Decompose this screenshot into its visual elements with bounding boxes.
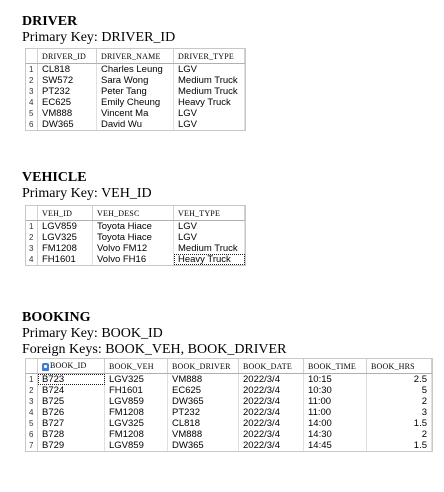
booking-section: [22, 310, 286, 358]
table-cell[interactable]: LGV: [174, 64, 245, 76]
table-cell[interactable]: LGV: [174, 221, 245, 233]
table-cell[interactable]: SW572: [38, 75, 97, 86]
row-number: 6: [26, 429, 38, 440]
booking-foreign-keys: Foreign Keys: BOOK_VEH, BOOK_DRIVER: [22, 342, 287, 357]
table-row[interactable]: [26, 418, 432, 429]
table-cell[interactable]: Toyota Hiace: [93, 232, 174, 243]
table-cell[interactable]: Volvo FH16: [93, 254, 174, 265]
table-cell[interactable]: FH1601: [105, 385, 168, 396]
row-number: 3: [26, 86, 38, 97]
row-number: 2: [26, 232, 38, 243]
column-header[interactable]: BOOK_DATE: [239, 359, 304, 374]
table-cell[interactable]: 2022/3/4: [239, 407, 304, 418]
table-cell[interactable]: Medium Truck: [174, 243, 245, 254]
column-header[interactable]: DRIVER_NAME: [97, 49, 174, 64]
table-cell[interactable]: Emily Cheung: [97, 97, 174, 108]
driver-title: DRIVER: [22, 14, 78, 29]
table-cell[interactable]: 14:45: [304, 440, 367, 451]
table-cell[interactable]: Toyota Hiace: [93, 221, 174, 233]
table-cell[interactable]: 2022/3/4: [239, 440, 304, 451]
table-cell[interactable]: EC625: [168, 385, 239, 396]
table-row[interactable]: [26, 374, 432, 386]
table-cell[interactable]: 2022/3/4: [239, 429, 304, 440]
driver-primary-key: Primary Key: DRIVER_ID: [22, 30, 176, 45]
table-cell[interactable]: FM1208: [105, 407, 168, 418]
table-cell[interactable]: FH1601: [38, 254, 93, 265]
table-cell[interactable]: LGV325: [38, 232, 93, 243]
booking-title: BOOKING: [22, 310, 91, 325]
column-header[interactable]: DRIVER_ID: [38, 49, 97, 64]
column-header[interactable]: VEH_ID: [38, 206, 93, 221]
table-cell[interactable]: Heavy Truck: [174, 97, 245, 108]
table-cell[interactable]: 11:00: [304, 407, 367, 418]
table-cell[interactable]: 1.5: [367, 440, 432, 451]
vehicle-table: [26, 206, 245, 265]
table-cell[interactable]: Medium Truck: [174, 75, 245, 86]
row-number: 4: [26, 254, 38, 265]
table-cell[interactable]: FM1208: [105, 429, 168, 440]
table-cell[interactable]: VM888: [38, 108, 97, 119]
table-cell[interactable]: Peter Tang: [97, 86, 174, 97]
row-number: 3: [26, 243, 38, 254]
table-cell[interactable]: 2022/3/4: [239, 374, 304, 386]
table-cell[interactable]: 2022/3/4: [239, 418, 304, 429]
table-cell[interactable]: 2.5: [367, 374, 432, 386]
table-cell[interactable]: Vincent Ma: [97, 108, 174, 119]
row-number: 2: [26, 75, 38, 86]
table-cell[interactable]: EC625: [38, 97, 97, 108]
table-cell[interactable]: Sara Wong: [97, 75, 174, 86]
table-cell[interactable]: LGV859: [105, 440, 168, 451]
table-cell[interactable]: VM888: [168, 374, 239, 386]
table-cell[interactable]: David Wu: [97, 119, 174, 130]
table-cell[interactable]: 10:30: [304, 385, 367, 396]
table-row[interactable]: [26, 232, 245, 243]
table-cell[interactable]: FM1208: [38, 243, 93, 254]
selected-cell[interactable]: B723: [38, 374, 105, 386]
table-cell[interactable]: 2: [367, 396, 432, 407]
table-cell[interactable]: LGV: [174, 232, 245, 243]
table-cell[interactable]: Medium Truck: [174, 86, 245, 97]
column-header[interactable]: DRIVER_TYPE: [174, 49, 245, 64]
row-number: 5: [26, 108, 38, 119]
table-cell[interactable]: LGV: [174, 119, 245, 130]
table-cell[interactable]: B727: [38, 418, 105, 429]
table-row[interactable]: [26, 108, 245, 119]
table-cell[interactable]: Charles Leung: [97, 64, 174, 76]
vehicle-section: [22, 170, 152, 202]
table-cell[interactable]: DW365: [168, 396, 239, 407]
table-row[interactable]: [26, 407, 432, 418]
row-number: 2: [26, 385, 38, 396]
table-cell[interactable]: DW365: [168, 440, 239, 451]
row-number: 5: [26, 418, 38, 429]
table-cell[interactable]: CL818: [38, 64, 97, 76]
table-cell[interactable]: PT232: [38, 86, 97, 97]
table-row[interactable]: [26, 385, 432, 396]
table-cell[interactable]: LGV: [174, 108, 245, 119]
table-cell[interactable]: B729: [38, 440, 105, 451]
table-cell[interactable]: Volvo FM12: [93, 243, 174, 254]
row-number: 7: [26, 440, 38, 451]
table-row[interactable]: [26, 64, 245, 76]
column-header[interactable]: BOOK_VEH: [105, 359, 168, 374]
table-cell[interactable]: 2: [367, 429, 432, 440]
table-row[interactable]: [26, 221, 245, 233]
row-number-header: [26, 49, 38, 64]
table-cell[interactable]: PT232: [168, 407, 239, 418]
row-number-header: [26, 359, 38, 374]
table-cell[interactable]: LGV325: [105, 374, 168, 386]
table-cell[interactable]: B725: [38, 396, 105, 407]
column-header[interactable]: BOOK_HRS: [367, 359, 432, 374]
driver-section: [22, 14, 175, 46]
table-cell[interactable]: 14:30: [304, 429, 367, 440]
column-header[interactable]: BOOK_TIME: [304, 359, 367, 374]
table-cell[interactable]: B724: [38, 385, 105, 396]
table-cell[interactable]: B728: [38, 429, 105, 440]
row-number-header: [26, 206, 38, 221]
table-row[interactable]: [26, 243, 245, 254]
row-number: 1: [26, 374, 38, 386]
column-header[interactable]: VEH_DESC: [93, 206, 174, 221]
booking-primary-key: Primary Key: BOOK_ID: [22, 326, 163, 341]
table-cell[interactable]: 11:00: [304, 396, 367, 407]
table-cell[interactable]: DW365: [38, 119, 97, 130]
table-row[interactable]: [26, 97, 245, 108]
column-header[interactable]: VEH_TYPE: [174, 206, 245, 221]
column-header[interactable]: BOOK_DRIVER: [168, 359, 239, 374]
vehicle-primary-key: Primary Key: VEH_ID: [22, 186, 152, 201]
table-row[interactable]: [26, 429, 432, 440]
booking-table: [26, 359, 432, 451]
row-number: 4: [26, 97, 38, 108]
table-row[interactable]: [26, 396, 432, 407]
table-row[interactable]: [26, 119, 245, 130]
table-cell[interactable]: 3: [367, 407, 432, 418]
table-row[interactable]: [26, 254, 245, 265]
row-number: 4: [26, 407, 38, 418]
driver-table-grid[interactable]: [25, 48, 246, 131]
table-cell[interactable]: 5: [367, 385, 432, 396]
table-row[interactable]: [26, 75, 245, 86]
table-cell[interactable]: 10:15: [304, 374, 367, 386]
table-cell[interactable]: B726: [38, 407, 105, 418]
table-cell[interactable]: 14:00: [304, 418, 367, 429]
table-cell[interactable]: 2022/3/4: [239, 396, 304, 407]
selected-cell[interactable]: Heavy Truck: [174, 254, 245, 265]
primary-key-icon: [42, 363, 49, 371]
table-row[interactable]: [26, 86, 245, 97]
table-cell[interactable]: VM888: [168, 429, 239, 440]
table-cell[interactable]: LGV859: [38, 221, 93, 233]
column-header[interactable]: [38, 359, 105, 374]
vehicle-title: VEHICLE: [22, 170, 87, 185]
row-number: 3: [26, 396, 38, 407]
row-number: 6: [26, 119, 38, 130]
column-header-label: BOOK_ID: [50, 361, 87, 371]
vehicle-table-grid[interactable]: [25, 205, 246, 266]
booking-table-grid[interactable]: [25, 358, 433, 452]
row-number: 1: [26, 221, 38, 233]
row-number: 1: [26, 64, 38, 76]
table-cell[interactable]: CL818: [168, 418, 239, 429]
table-row[interactable]: [26, 440, 432, 451]
table-cell[interactable]: LGV859: [105, 396, 168, 407]
table-cell[interactable]: 2022/3/4: [239, 385, 304, 396]
table-cell[interactable]: LGV325: [105, 418, 168, 429]
driver-table: [26, 49, 245, 130]
table-cell[interactable]: 1.5: [367, 418, 432, 429]
